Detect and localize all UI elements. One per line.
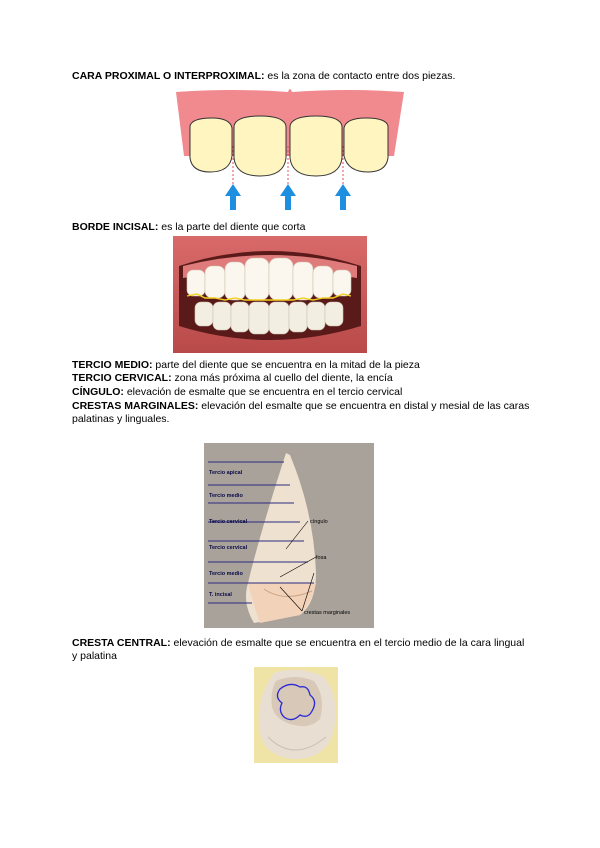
tooth-4 [344,118,388,172]
label-cingulo: cíngulo [310,519,328,525]
cara-proximal-term: CARA PROXIMAL O INTERPROXIMAL: [72,70,265,82]
crestas-marginales-paragraph [72,400,532,426]
label-tercio-medio-2: Tercio medio [209,571,243,577]
arrow-up-icon [225,184,241,210]
label-tercio-cervical-2: Tercio cervical [209,545,248,551]
borde-incisal-line [72,221,305,234]
arrow-up-icon [335,184,351,210]
cingulo-desc: elevación de esmalte que se encuentra en el tercio cervical [123,386,403,398]
tooth-1 [190,118,232,172]
cara-proximal-line [72,70,455,83]
cresta-central-term: CRESTA CENTRAL: [72,637,171,649]
arrow-up-icon [280,184,296,210]
tooth-3 [290,116,342,176]
label-crestas-marginales: crestas marginales [304,610,351,616]
tooth-2 [234,116,286,176]
cingulo-line [72,386,402,399]
label-t-incisal: T. incisal [209,592,232,598]
tooth-thirds-photo [204,443,374,628]
proximal-teeth-illustration [172,86,408,212]
cingulo-term: CÍNGULO: [72,386,124,398]
borde-incisal-desc: es la parte del diente que corta [158,221,306,233]
label-fosa: fosa [316,555,327,561]
label-tercio-cervical-1: Tercio cervical [209,519,248,525]
label-tercio-apical: Tercio apical [209,470,243,476]
cresta-central-paragraph [72,637,532,663]
label-tercio-medio-1: Tercio medio [209,493,243,499]
cresta-central-desc: elevación de esmalte que se encuentra en el tercio medio de la cara lingual y palatina [72,637,525,662]
tercio-cervical-line [72,372,393,385]
tercio-medio-desc: parte del diente que se encuentra en la mitad de la pieza [152,359,420,371]
smile-photo [173,236,367,353]
tercio-cervical-term: TERCIO CERVICAL: [72,372,172,384]
crestas-marginales-term: CRESTAS MARGINALES: [72,400,199,412]
tercio-cervical-desc: zona más próxima al cuello del diente, la encía [171,372,393,384]
occlusal-molar-photo [254,667,338,763]
borde-incisal-term: BORDE INCISAL: [72,221,159,233]
tercio-medio-term: TERCIO MEDIO: [72,359,153,371]
cara-proximal-desc: es la zona de contacto entre dos piezas. [264,70,456,82]
tercio-medio-line [72,359,420,372]
crestas-marginales-desc: elevación del esmalte que se encuentra en distal y mesial de las caras palatinas y linguales. [72,400,530,425]
